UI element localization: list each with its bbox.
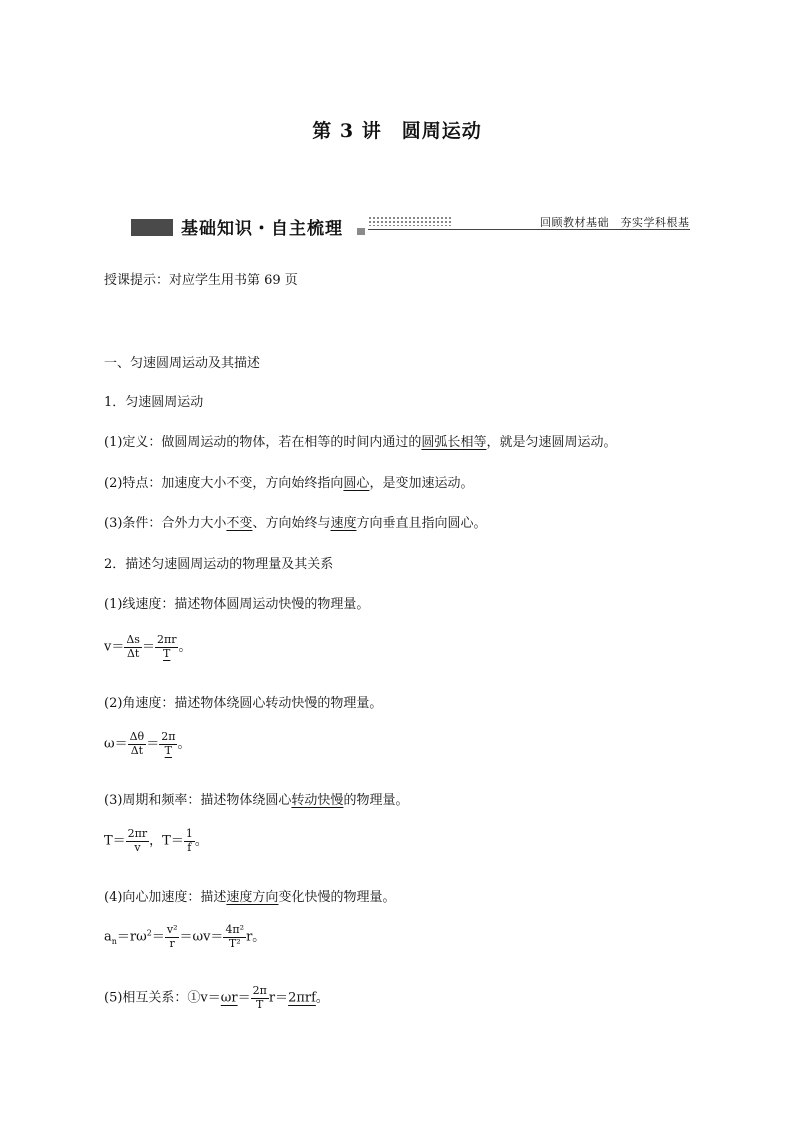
fraction: $\frac{\Delta s}{\Delta t}$	[126, 633, 140, 660]
section-band-dot-pattern	[368, 216, 451, 226]
fraction: $\frac{2\pi}{T}$	[161, 730, 176, 757]
formula-linear-velocity: v＝ $\frac{\Delta s}{\Delta t}$ ＝ $\frac{2\pi r}{T}$ 。	[104, 633, 192, 660]
blank-answer: 速度方向	[226, 890, 279, 905]
fraction: $\frac{2\pi}{T}$	[252, 984, 267, 1011]
blank-answer: 2πrf	[288, 990, 316, 1006]
fraction: $\frac{2\pi r}{T}$	[156, 633, 177, 660]
blank-answer: 速度	[330, 516, 357, 531]
formula-angular-velocity: ω＝ $\frac{\Delta\theta}{\Delta t}$ ＝ $\frac{2\pi}{T}$ 。	[104, 730, 191, 757]
teaching-hint: 授课提示：对应学生用书第 69 页	[104, 273, 298, 288]
section-band-marker	[131, 219, 173, 236]
formula-centripetal-acceleration: $a_n=r\omega^2=$ $\frac{\text{v²}}{r}$ ＝ωv＝ $\frac{\text{4π²}}{\text{T²}}$ r。	[104, 923, 266, 950]
lesson-title: 第 3 讲 圆周运动	[312, 120, 482, 142]
angular-velocity-paragraph: (2)角速度：描述物体绕圆心转动快慢的物理量。	[104, 696, 383, 711]
section-heading: 一、匀速圆周运动及其描述	[104, 356, 261, 371]
section-band-slogan: 回顾教材基础 夯实学科根基	[540, 216, 690, 229]
linear-velocity-paragraph: (1)线速度：描述物体圆周运动快慢的物理量。	[104, 597, 370, 612]
blank-answer: 不变	[226, 516, 253, 531]
blank-answer: 转动快慢	[291, 793, 344, 808]
blank-answer: 圆弧长	[421, 435, 461, 450]
formula-relations: (5)相互关系：①v＝ωr＝ $\frac{2\pi}{T}$ r＝2πrf。	[104, 984, 329, 1011]
fraction: $\frac{\text{4π²}}{\text{T²}}$	[225, 923, 245, 950]
centripetal-acceleration-paragraph: (4)向心加速度：描述速度方向变化快慢的物理量。	[104, 890, 396, 905]
section-band-title: 基础知识・自主梳理	[181, 219, 343, 239]
blank-answer: 相等	[460, 435, 487, 450]
fraction: $\frac{2\pi r}{v}$	[127, 827, 148, 854]
formula-period: T＝ $\frac{2\pi r}{v}$ ，T＝ $\frac{1}{f}$ 。	[104, 827, 208, 854]
blank-answer: 圆心	[343, 476, 370, 491]
section-band-square	[357, 228, 365, 235]
fraction: $\frac{\Delta\theta}{\Delta t}$	[129, 730, 145, 757]
blank-answer: ωr	[220, 990, 238, 1006]
period-frequency-paragraph: (3)周期和频率：描述物体绕圆心转动快慢的物理量。	[104, 793, 409, 808]
subsection-heading: 1．匀速圆周运动	[104, 395, 204, 410]
definition-paragraph: (1)定义：做圆周运动的物体，若在相等的时间内通过的圆弧长相等，就是匀速圆周运动。	[104, 435, 617, 450]
fraction: $\frac{\text{v²}}{r}$	[166, 923, 178, 950]
feature-paragraph: (2)特点：加速度大小不变，方向始终指向圆心，是变加速运动。	[104, 476, 474, 491]
fraction: $\frac{1}{f}$	[185, 827, 193, 854]
condition-paragraph: (3)条件：合外力大小不变、方向始终与速度方向垂直且指向圆心。	[104, 516, 487, 531]
subsection-heading: 2．描述匀速圆周运动的物理量及其关系	[104, 557, 334, 572]
